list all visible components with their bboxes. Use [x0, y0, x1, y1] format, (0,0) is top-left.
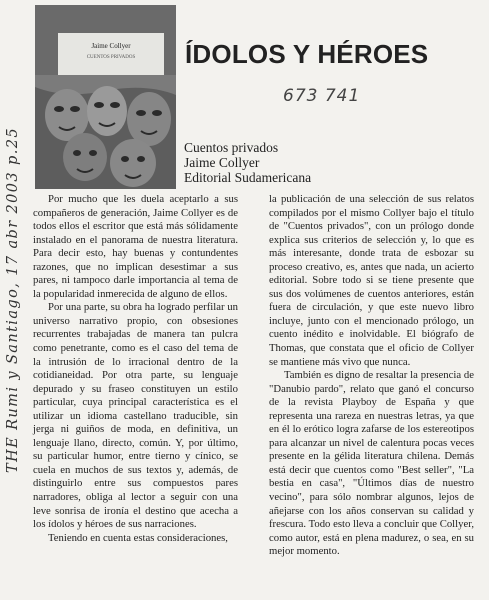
- book-title: Cuentos privados: [184, 140, 279, 155]
- paragraph: También es digno de resaltar la presencia de "Danubio pardo", relato que ganó el concurso de la revista Playboy de España y que representa una rareza en nuestras letras, ya que en él lo erótico logra zafarse de los estereotipos para alcanzar un nivel de calentura pocas veces presente en la gélida literatura chilena. Demás está decir que cuentos como "Best seller", "La bestia en casa", "Últimos días de nuestro vecino", para sólo nombrar algunos, lejos de añejarse con los años conservan su calidad y frescura. Todo esto lleva a concluir que Collyer, como autor, está en plena madurez, o sea, en su mejor momento.: [269, 369, 474, 558]
- book-author: Jaime Collyer: [184, 155, 260, 170]
- paragraph: Teniendo en cuenta estas consideraciones,: [48, 531, 228, 544]
- handwritten-margin-note: [0, 0, 28, 600]
- article-headline: ÍDOLOS Y HÉROES: [185, 39, 429, 69]
- article-column-left: [33, 193, 238, 545]
- book-cover-image: [35, 5, 176, 189]
- book-info: [184, 140, 311, 185]
- paragraph: Por una parte, su obra ha logrado perfilar un universo narrativo propio, con obsesiones recurrentes trabajadas de manera tan pulcra como penetrante, como es el caso del tema de la intrusión de lo irracional dentro de la cotidianeidad. Por otra parte, su lenguaje depurado y su fraseo constituyen un estilo particular, cuya principal característica es el utilizar un idioma castellano traducible, sin jerga ni guiños de moda, en definitiva, un lenguaje llano, directo, común. Y, por último, su particular humor, entre tierno y cínico, se cuela en muchos de sus textos y, además, de distinguirlo entre sus compuestos pares narradores, obliga al lector a seguir con una leve sonrisa de ironía el destino que acecha a los ídolos y héroes de sus narraciones.: [33, 301, 238, 531]
- cover-author: Jaime Collyer: [91, 42, 131, 50]
- paragraph: la publicación de una selección de sus relatos compilados por el mismo Collyer bajo el título de "Cuentos privados", con un prólogo donde explica sus criterios de selección y, lo que es más interesante, donde trata de esbozar su proceso creativo, es, antes que nada, un acierto editorial. Sobre todo si se tiene presente que sus dos volúmenes de cuentos anteriores, están fuera de circulación, y que este nuevo libro incluye, junto con el mencionado prólogo, un cuento inédito e inolvidable. El biógrafo de Thomas, que constata que el oficio de Collyer se mantiene más vivo que nunca.: [269, 193, 474, 368]
- cover-title-panel: [58, 33, 164, 75]
- cover-masks-illustration: [35, 75, 176, 189]
- margin-note-text: THE Rumi y Santiago, 17 abr 2003 p.25: [5, 127, 21, 473]
- cover-title: CUENTOS PRIVADOS: [86, 55, 136, 60]
- paragraph: Por mucho que les duela aceptarlo a sus compañeros de generación, Jaime Collyer es de todos ellos el escritor que está más sólidamente instalado en el panorama de nuestra literatura. Para decir esto, hay buenas y contundentes razones, que no implican desestimar a sus pares, ni tampoco darle importancia al tema de la popularidad inmerecida de alguno de ellos.: [33, 193, 238, 300]
- handwritten-number: 673 741: [283, 86, 361, 106]
- book-publisher: Editorial Sudamericana: [184, 170, 312, 185]
- article-column-right: [269, 193, 474, 559]
